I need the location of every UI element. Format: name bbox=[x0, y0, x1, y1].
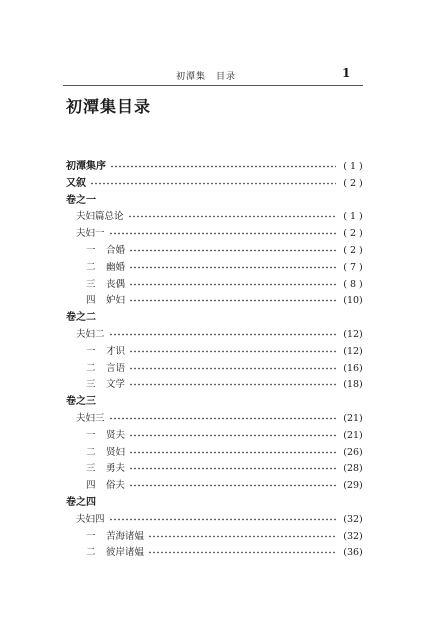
toc-entry[interactable] bbox=[0, 328, 431, 342]
toc-entry-number: 三 bbox=[86, 463, 96, 474]
toc-entry[interactable] bbox=[0, 160, 431, 174]
toc-entry-label bbox=[66, 160, 106, 174]
toc-page-number: (16) bbox=[343, 363, 363, 374]
toc-entry-text: 夫妇三 bbox=[76, 413, 105, 424]
toc-entry-label bbox=[86, 378, 125, 392]
toc-entry[interactable] bbox=[0, 227, 431, 241]
leader-dots bbox=[110, 165, 336, 168]
toc-entry-text: 幽婚 bbox=[106, 262, 126, 273]
toc-entry-label bbox=[86, 530, 144, 544]
leader-dots bbox=[129, 383, 336, 386]
volume-heading: 卷之三 bbox=[66, 396, 96, 407]
toc-entry-text: 夫妇篇总论 bbox=[76, 211, 124, 222]
toc-entry-label bbox=[86, 294, 125, 308]
toc-page-number: (26) bbox=[343, 447, 363, 458]
toc-entry-text: 俗夫 bbox=[106, 480, 126, 491]
leader-dots bbox=[129, 266, 336, 269]
toc-entry-label bbox=[86, 446, 125, 460]
toc-entry-number: 四 bbox=[86, 295, 96, 306]
toc-entry[interactable] bbox=[0, 244, 431, 258]
toc-entry-label bbox=[76, 513, 105, 527]
toc-entry-text: 言语 bbox=[106, 363, 126, 374]
toc-page-number: (12) bbox=[343, 329, 363, 340]
toc-page-number: (36) bbox=[343, 547, 363, 558]
toc-entry-text: 彼岸诸媪 bbox=[106, 547, 145, 558]
toc-entry[interactable] bbox=[0, 446, 431, 460]
toc-page-number: ( 2 ) bbox=[343, 245, 363, 256]
toc-entry-text: 夫妇二 bbox=[76, 329, 105, 340]
toc-entry-text: 夫妇四 bbox=[76, 514, 105, 525]
toc-page-number: ( 7 ) bbox=[343, 262, 363, 273]
toc-entry-label bbox=[86, 244, 125, 258]
leader-dots bbox=[109, 518, 336, 521]
toc-entry-text: 文学 bbox=[106, 379, 126, 390]
leader-dots bbox=[129, 467, 336, 470]
toc-entry[interactable] bbox=[0, 278, 431, 292]
toc-entry-number: 一 bbox=[86, 430, 96, 441]
toc-entry-label bbox=[86, 345, 125, 359]
toc-page-number: (32) bbox=[343, 514, 363, 525]
toc-entry-label bbox=[86, 261, 125, 275]
toc-entry-text: 合婚 bbox=[106, 245, 126, 256]
volume-heading: 卷之四 bbox=[66, 497, 96, 508]
toc-entry-text: 又叙 bbox=[66, 178, 86, 189]
toc-entry[interactable] bbox=[0, 210, 431, 224]
toc-entry-number: 四 bbox=[86, 480, 96, 491]
page-number: 1 bbox=[342, 66, 351, 80]
toc-entry[interactable] bbox=[0, 546, 431, 560]
toc-entry-text: 才识 bbox=[106, 346, 126, 357]
toc-entry-number: 二 bbox=[86, 447, 96, 458]
toc-entry-text: 苦海诸媪 bbox=[106, 531, 145, 542]
running-header: 初潭集 目录 bbox=[176, 72, 237, 82]
leader-dots bbox=[129, 283, 336, 286]
toc-page-number: ( 1 ) bbox=[343, 161, 363, 172]
toc-page-number: (32) bbox=[343, 531, 363, 542]
leader-dots bbox=[128, 215, 336, 218]
toc-entry-text: 勇夫 bbox=[106, 463, 126, 474]
toc-entry-label bbox=[86, 429, 125, 443]
toc-entry-number: 三 bbox=[86, 379, 96, 390]
toc-page-number: (18) bbox=[343, 379, 363, 390]
leader-dots bbox=[148, 535, 336, 538]
toc-entry-text: 夫妇一 bbox=[76, 228, 105, 239]
toc-entry-text: 初潭集序 bbox=[66, 161, 106, 172]
toc-entry-label bbox=[76, 412, 105, 426]
toc-entry-text: 妒妇 bbox=[106, 295, 126, 306]
toc-entry-number: 二 bbox=[86, 547, 96, 558]
leader-dots bbox=[129, 249, 336, 252]
volume-heading: 卷之二 bbox=[66, 312, 96, 323]
toc-entry-number: 一 bbox=[86, 245, 96, 256]
toc-entry[interactable] bbox=[0, 479, 431, 493]
toc-page-number: (29) bbox=[343, 480, 363, 491]
toc-entry-label bbox=[86, 462, 125, 476]
toc-entry-number: 二 bbox=[86, 262, 96, 273]
leader-dots bbox=[129, 434, 336, 437]
toc-page-number: (28) bbox=[343, 463, 363, 474]
toc-page-number: ( 2 ) bbox=[343, 178, 363, 189]
toc-entry[interactable] bbox=[0, 378, 431, 392]
toc-page-number: (12) bbox=[343, 346, 363, 357]
toc-entry-number: 二 bbox=[86, 363, 96, 374]
toc-page-number: (10) bbox=[343, 295, 363, 306]
toc-entry-text: 贤妇 bbox=[106, 447, 126, 458]
toc-page-number: (21) bbox=[343, 413, 363, 424]
leader-dots bbox=[129, 350, 336, 353]
toc-entry-label bbox=[66, 177, 86, 191]
toc-entry-label bbox=[86, 546, 144, 560]
toc-entry[interactable] bbox=[0, 530, 431, 544]
toc-entry-label bbox=[86, 278, 125, 292]
toc-entry[interactable] bbox=[0, 362, 431, 376]
leader-dots bbox=[109, 417, 336, 420]
leader-dots bbox=[129, 451, 336, 454]
leader-dots bbox=[109, 333, 336, 336]
toc-page-number: ( 1 ) bbox=[343, 211, 363, 222]
toc-entry-number: 一 bbox=[86, 531, 96, 542]
toc-entry-number: 三 bbox=[86, 279, 96, 290]
toc-entry[interactable] bbox=[0, 177, 431, 191]
leader-dots bbox=[129, 367, 336, 370]
leader-dots bbox=[148, 551, 336, 554]
leader-dots bbox=[90, 182, 336, 185]
toc-entry[interactable] bbox=[0, 513, 431, 527]
toc-entry-label bbox=[86, 362, 125, 376]
leader-dots bbox=[129, 484, 336, 487]
toc-entry-text: 贤夫 bbox=[106, 430, 126, 441]
toc-entry-text: 丧偶 bbox=[106, 279, 126, 290]
header-rule bbox=[63, 85, 363, 86]
toc-page-number: ( 8 ) bbox=[343, 279, 363, 290]
toc-entry-number: 一 bbox=[86, 346, 96, 357]
leader-dots bbox=[109, 232, 336, 235]
toc-entry[interactable] bbox=[0, 462, 431, 476]
toc-entry-label bbox=[76, 328, 105, 342]
leader-dots bbox=[129, 299, 336, 302]
toc-entry-label bbox=[76, 210, 124, 224]
toc-entry[interactable] bbox=[0, 429, 431, 443]
toc-page-number: (21) bbox=[343, 430, 363, 441]
toc-entry-label bbox=[86, 479, 125, 493]
toc-entry[interactable] bbox=[0, 261, 431, 275]
toc-entry-label bbox=[76, 227, 105, 241]
toc-entry[interactable] bbox=[0, 294, 431, 308]
volume-heading: 卷之一 bbox=[66, 195, 96, 206]
toc-entry[interactable] bbox=[0, 345, 431, 359]
toc-page-number: ( 2 ) bbox=[343, 228, 363, 239]
toc-entry[interactable] bbox=[0, 412, 431, 426]
toc-title: 初潭集目录 bbox=[66, 97, 152, 116]
